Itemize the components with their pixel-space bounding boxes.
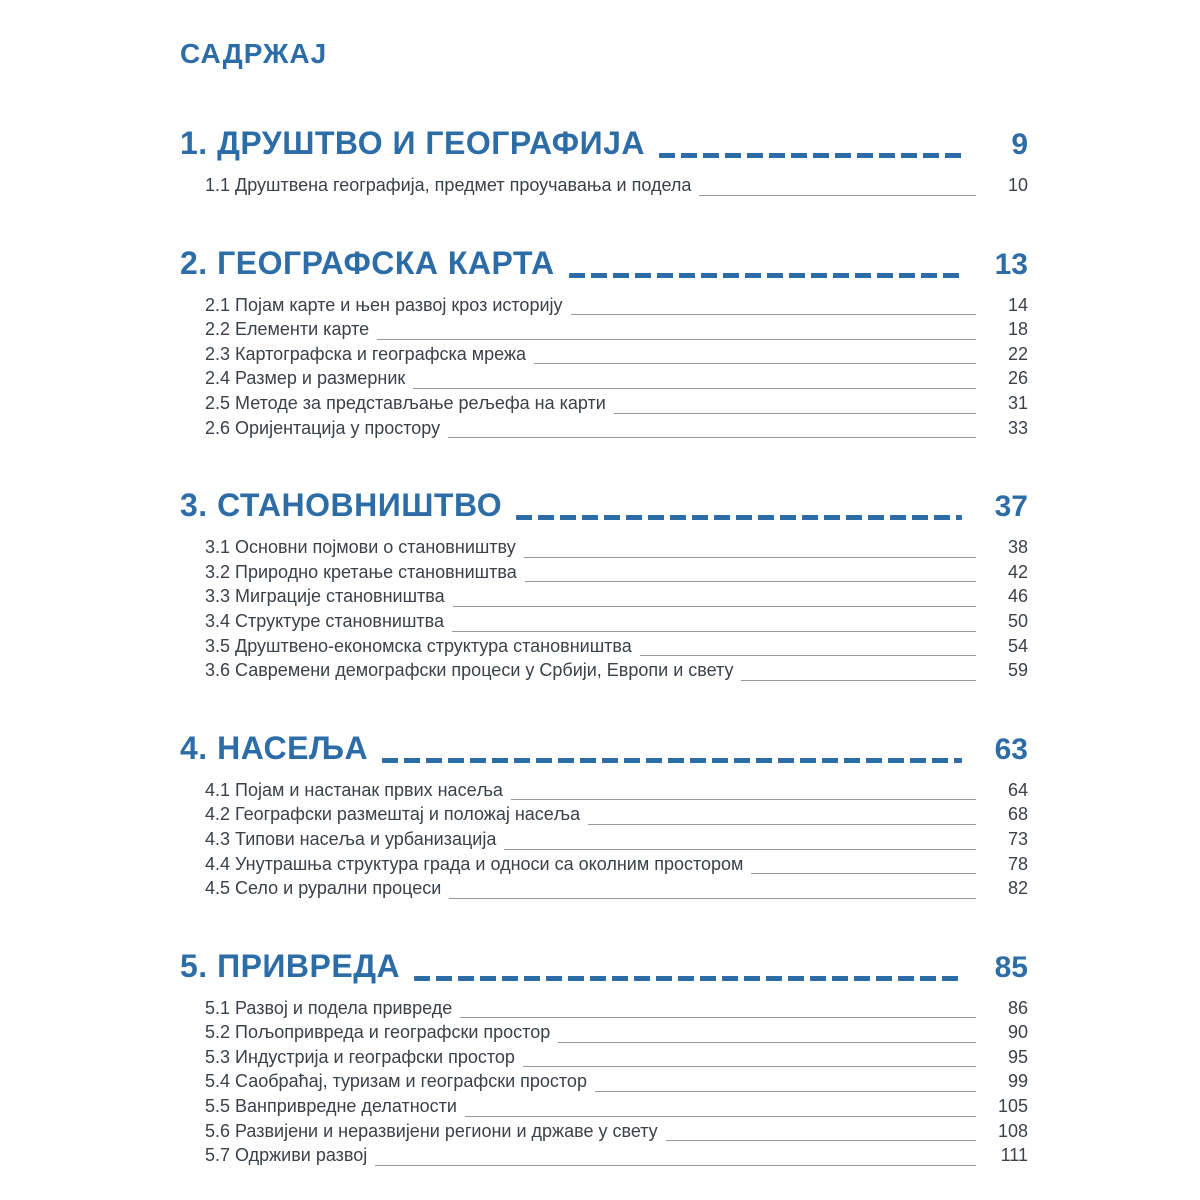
solid-leader-line [377,339,976,340]
table-of-contents [180,124,1028,1170]
item-page-number: 46 [1007,586,1028,607]
item-title: 5.5 Ванпривредне делатности [205,1096,457,1117]
item-page-number: 14 [1007,294,1028,315]
item-title: 3.2 Природно кретање становништва [205,561,517,582]
solid-leader-line [741,680,976,681]
toc-item-row [205,1022,1028,1047]
chapter-title [180,486,502,524]
toc-chapter-row [180,124,1028,164]
toc-item-row [205,175,1028,200]
toc-item-row [205,319,1028,344]
item-title: 3.1 Основни појмови о становништву [205,537,516,558]
item-page-number: 18 [1007,319,1028,340]
toc-item-row [205,878,1028,903]
item-title: 4.3 Типови насеља и урбанизација [205,828,497,849]
dashed-leader-line [516,515,962,520]
dashed-leader-line [659,153,962,158]
toc-chapter-row [180,729,1028,769]
dashed-leader-line [569,273,962,278]
chapter-number: 1. [180,125,208,161]
chapter-title-text: ПРИВРЕДА [217,947,401,984]
item-page-number: 38 [1007,537,1028,558]
chapter-title [180,947,400,985]
item-page-number: 26 [1007,368,1028,389]
item-title: 5.1 Развој и подела привреде [205,997,453,1018]
item-page-number: 59 [1007,660,1028,681]
item-title: 5.6 Развијени и неразвијени региони и државе у свету [205,1120,658,1141]
solid-leader-line [511,799,976,800]
item-page-number: 33 [1007,417,1028,438]
toc-item-row [205,586,1028,611]
item-page-number: 108 [997,1120,1028,1141]
toc-chapter [180,486,1028,685]
item-title: 2.2 Елементи карте [205,319,370,340]
dashed-leader-line [382,758,962,763]
toc-item-row [205,1096,1028,1121]
chapter-item-list [180,780,1028,903]
item-title: 4.5 Село и рурални процеси [205,878,442,899]
solid-leader-line [524,557,976,558]
item-title: 5.4 Саобраћај, туризам и географски простор [205,1071,587,1092]
item-title: 2.1 Појам карте и њен развој кроз историју [205,294,563,315]
item-title: 1.1 Друштвена географија, предмет проучавања и подела [205,175,692,195]
item-title: 5.3 Индустрија и географски простор [205,1046,515,1067]
solid-leader-line [525,581,976,582]
toc-item-row [205,537,1028,562]
item-page-number: 82 [1007,878,1028,899]
solid-leader-line [614,413,976,414]
toc-item-row [205,562,1028,587]
item-page-number: 42 [1007,561,1028,582]
item-page-number: 54 [1007,635,1028,656]
item-page-number: 68 [1007,804,1028,825]
solid-leader-line [640,655,976,656]
chapter-title [180,729,368,767]
chapter-page-number: 85 [994,950,1028,984]
chapter-number: 2. [180,244,208,281]
toc-item-row [205,1071,1028,1096]
item-title: 3.5 Друштвено-економска структура становништва [205,635,632,656]
item-page-number: 95 [1007,1046,1028,1067]
toc-item-row [205,611,1028,636]
chapter-title [180,244,555,282]
item-title: 2.5 Методе за представљање рељефа на карти [205,392,606,413]
solid-leader-line [666,1140,976,1141]
chapter-title-text: СТАНОВНИШТВО [217,487,503,524]
item-title: 4.4 Унутрашња структура града и односи са околним простором [205,853,744,874]
solid-leader-line [504,849,976,850]
toc-item-row [205,1047,1028,1072]
solid-leader-line [460,1017,976,1018]
chapter-item-list [180,998,1028,1170]
toc-item-row [205,804,1028,829]
toc-item-row [205,636,1028,661]
item-page-number: 31 [1007,392,1028,413]
solid-leader-line [523,1066,976,1067]
solid-leader-line [449,898,976,899]
chapter-number: 4. [180,729,208,766]
item-page-number: 73 [1007,828,1028,849]
toc-item-row [205,1145,1028,1170]
chapter-item-list [180,295,1028,443]
chapter-item-list [180,175,1028,200]
item-title: 5.7 Одрживи развој [205,1145,368,1166]
chapter-number: 3. [180,487,208,524]
toc-chapter [180,729,1028,903]
chapter-page-number: 63 [994,732,1028,766]
chapter-title [180,124,645,162]
toc-item-row [205,368,1028,393]
item-title: 4.2 Географски размештај и положај насеља [205,804,581,825]
item-page-number: 105 [997,1096,1028,1117]
item-page-number: 111 [1000,1145,1028,1166]
toc-item-row [205,829,1028,854]
chapter-page-number: 9 [1011,128,1028,161]
item-page-number: 22 [1007,343,1028,364]
toc-item-row [205,1121,1028,1146]
toc-chapter-row [180,947,1028,987]
solid-leader-line [375,1165,976,1166]
toc-item-row [205,295,1028,320]
item-page-number: 10 [1007,175,1028,195]
item-title: 2.6 Оријентација у простору [205,417,441,438]
item-title: 2.4 Размер и размерник [205,368,406,389]
item-page-number: 78 [1007,853,1028,874]
item-page-number: 86 [1007,997,1028,1018]
chapter-title-text: ДРУШТВО И ГЕОГРАФИЈА [217,125,645,161]
solid-leader-line [465,1116,976,1117]
solid-leader-line [453,606,976,607]
item-title: 4.1 Појам и настанак првих насеља [205,779,503,800]
solid-leader-line [588,824,976,825]
solid-leader-line [452,631,976,632]
dashed-leader-line [414,976,962,981]
item-page-number: 99 [1007,1071,1028,1092]
chapter-page-number: 13 [994,247,1028,281]
toc-item-row [205,998,1028,1023]
solid-leader-line [534,363,976,364]
item-page-number: 90 [1007,1022,1028,1043]
chapter-number: 5. [180,947,208,984]
toc-item-row [205,660,1028,685]
toc-item-row [205,854,1028,879]
chapter-page-number: 37 [994,490,1028,524]
chapter-title-text: НАСЕЉА [217,729,369,766]
chapter-title-text: ГЕОГРАФСКА КАРТА [217,244,555,281]
toc-chapter [180,124,1028,200]
toc-chapter [180,244,1028,443]
item-title: 3.4 Структуре становништва [205,610,445,631]
chapter-item-list [180,537,1028,685]
item-title: 2.3 Картографска и географска мрежа [205,343,527,364]
item-page-number: 64 [1007,779,1028,800]
solid-leader-line [751,873,976,874]
solid-leader-line [595,1091,976,1092]
toc-item-row [205,393,1028,418]
toc-chapter-row [180,486,1028,526]
solid-leader-line [699,195,976,196]
solid-leader-line [558,1042,976,1043]
item-title: 3.6 Савремени демографски процеси у Србији, Европи и свету [205,660,734,681]
toc-chapter-row [180,244,1028,284]
solid-leader-line [448,437,976,438]
toc-item-row [205,780,1028,805]
page-title: САДРЖАЈ [180,38,328,69]
item-page-number: 50 [1007,610,1028,631]
toc-item-row [205,418,1028,443]
toc-item-row [205,344,1028,369]
item-title: 3.3 Миграције становништва [205,586,445,607]
solid-leader-line [571,314,976,315]
toc-chapter [180,947,1028,1170]
item-title: 5.2 Пољопривреда и географски простор [205,1022,551,1043]
solid-leader-line [413,388,976,389]
